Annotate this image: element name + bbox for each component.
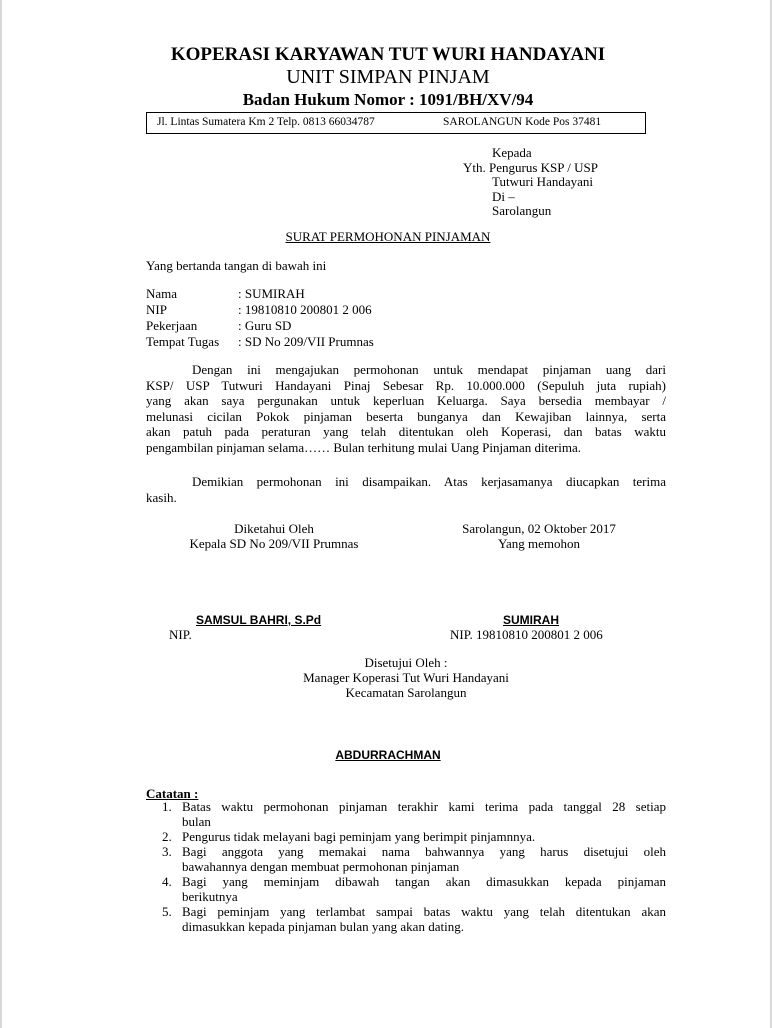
place-date: Sarolangun, 02 Oktober 2017 [462, 521, 616, 536]
note-item [162, 829, 666, 844]
note-number: 4. [162, 874, 172, 889]
letter-title [2, 229, 772, 245]
applicant-block [439, 521, 639, 551]
field-label: Tempat Tugas [146, 334, 220, 349]
intro-text: Yang bertanda tangan di bawah ini [146, 258, 327, 273]
note-number: 5. [162, 904, 172, 919]
body-line: pengambilan pinjaman selama…… Bulan terhitung mulai Uang Pinjaman diterima. [146, 439, 582, 455]
body-line: melunasi cicilan Pokok pinjaman beserta bunganya dan Kewajiban lainnya, serta [146, 408, 666, 424]
address-text: Jl. Lintas Sumatera Km 2 Telp. 0813 66034787 [157, 116, 375, 128]
letter-title-text: SURAT PERMOHONAN PINJAMAN [285, 229, 491, 244]
field-value: : SUMIRAH [238, 286, 305, 301]
body-line: akan patuh pada peraturan yang telah ditentukan oleh Koperasi, dan batas waktu [146, 424, 666, 439]
note-number: 3. [162, 844, 172, 859]
note-line: Pengurus tidak melayani bagi peminjam yang berimpit pinjamnnya. [182, 829, 536, 844]
addressee-line: Kepada [492, 145, 532, 160]
note-line: Bagi anggota yang memakai nama bahwannya yang harus disetujui oleh [182, 844, 666, 859]
note-item [162, 799, 666, 829]
note-line: Bagi peminjam yang terlambat sampai batas waktu yang telah ditentukan akan [182, 904, 666, 919]
unit-name: UNIT SIMPAN PINJAM [286, 66, 490, 88]
note-line: bulan [182, 814, 211, 829]
closing-line: Demikian permohonan ini disampaikan. Atas kerjasamanya diucapkan terima [192, 474, 666, 489]
manager-name-wrap [2, 748, 772, 762]
addressee-line: Di – [492, 188, 515, 204]
addressee-line: Sarolangun [492, 203, 552, 218]
closing-line: kasih. [146, 489, 177, 505]
approval-position: Manager Koperasi Tut Wuri Handayani [303, 670, 509, 685]
known-by-title: Diketahui Oleh [234, 521, 314, 536]
known-by-block [174, 521, 374, 551]
approval-district: Kecamatan Sarolangun [345, 685, 467, 700]
body-line: KSP/ USP Tutwuri Handayani Pinaj Sebesar Rp. 10.000.000 (Sepuluh juta rupiah) [146, 377, 666, 393]
notes-title: Catatan : [146, 786, 199, 801]
notes-list [162, 799, 666, 934]
applicant-nip: NIP. 19810810 200801 2 006 [450, 627, 603, 642]
address-box [146, 112, 646, 134]
city-postcode: SAROLANGUN Kode Pos 37481 [443, 116, 602, 128]
field-label: Pekerjaan [146, 318, 198, 333]
approval-block [256, 655, 556, 700]
approval-title: Disetujui Oleh : [364, 655, 448, 670]
note-number: 2. [162, 829, 172, 844]
applicant-title: Yang memohon [497, 536, 581, 551]
note-line: Bagi yang meminjam dibawah tangan akan dimasukkan kepada pinjaman [182, 874, 666, 889]
note-item [162, 844, 666, 874]
note-line: Batas waktu permohonan pinjaman terakhir kami terima pada tanggal 28 setiap [182, 799, 666, 814]
field-value: : 19810810 200801 2 006 [238, 302, 372, 317]
manager-name: ABDURRACHMAN [335, 748, 441, 762]
addressee-line: Yth. Pengurus KSP / USP [463, 159, 598, 175]
note-number: 1. [162, 799, 172, 814]
headmaster-nip: NIP. [169, 627, 192, 642]
field-value: : SD No 209/VII Prumnas [238, 334, 374, 349]
field-label: Nama [146, 286, 178, 301]
known-by-position: Kepala SD No 209/VII Prumnas [189, 536, 359, 551]
note-line: dimasukkan kepada pinjaman bulan yang akan dating. [182, 919, 464, 934]
organization-name: KOPERASI KARYAWAN TUT WURI HANDAYANI [170, 44, 606, 65]
applicant-name: SUMIRAH [503, 613, 559, 627]
addressee-block [463, 146, 598, 219]
closing-paragraph [146, 474, 666, 505]
field-label: NIP [146, 302, 167, 317]
body-paragraph [146, 362, 666, 455]
legal-registration: Badan Hukum Nomor : 1091/BH/XV/94 [242, 90, 534, 109]
field-value: : Guru SD [238, 318, 292, 333]
note-item [162, 904, 666, 934]
body-line: Dengan ini mengajukan permohonan untuk mendapat pinjaman uang dari [192, 362, 666, 377]
note-item [162, 874, 666, 904]
headmaster-name: SAMSUL BAHRI, S.Pd [196, 613, 322, 627]
note-line: berikutnya [182, 889, 238, 904]
note-line: bawahannya dengan membuat permohonan pinjaman [182, 859, 460, 874]
addressee-line: Tutwuri Handayani [492, 174, 593, 189]
body-line: yang akan saya pergunakan untuk keperluan Keluarga. Saya bersedia membayar / [146, 393, 666, 408]
